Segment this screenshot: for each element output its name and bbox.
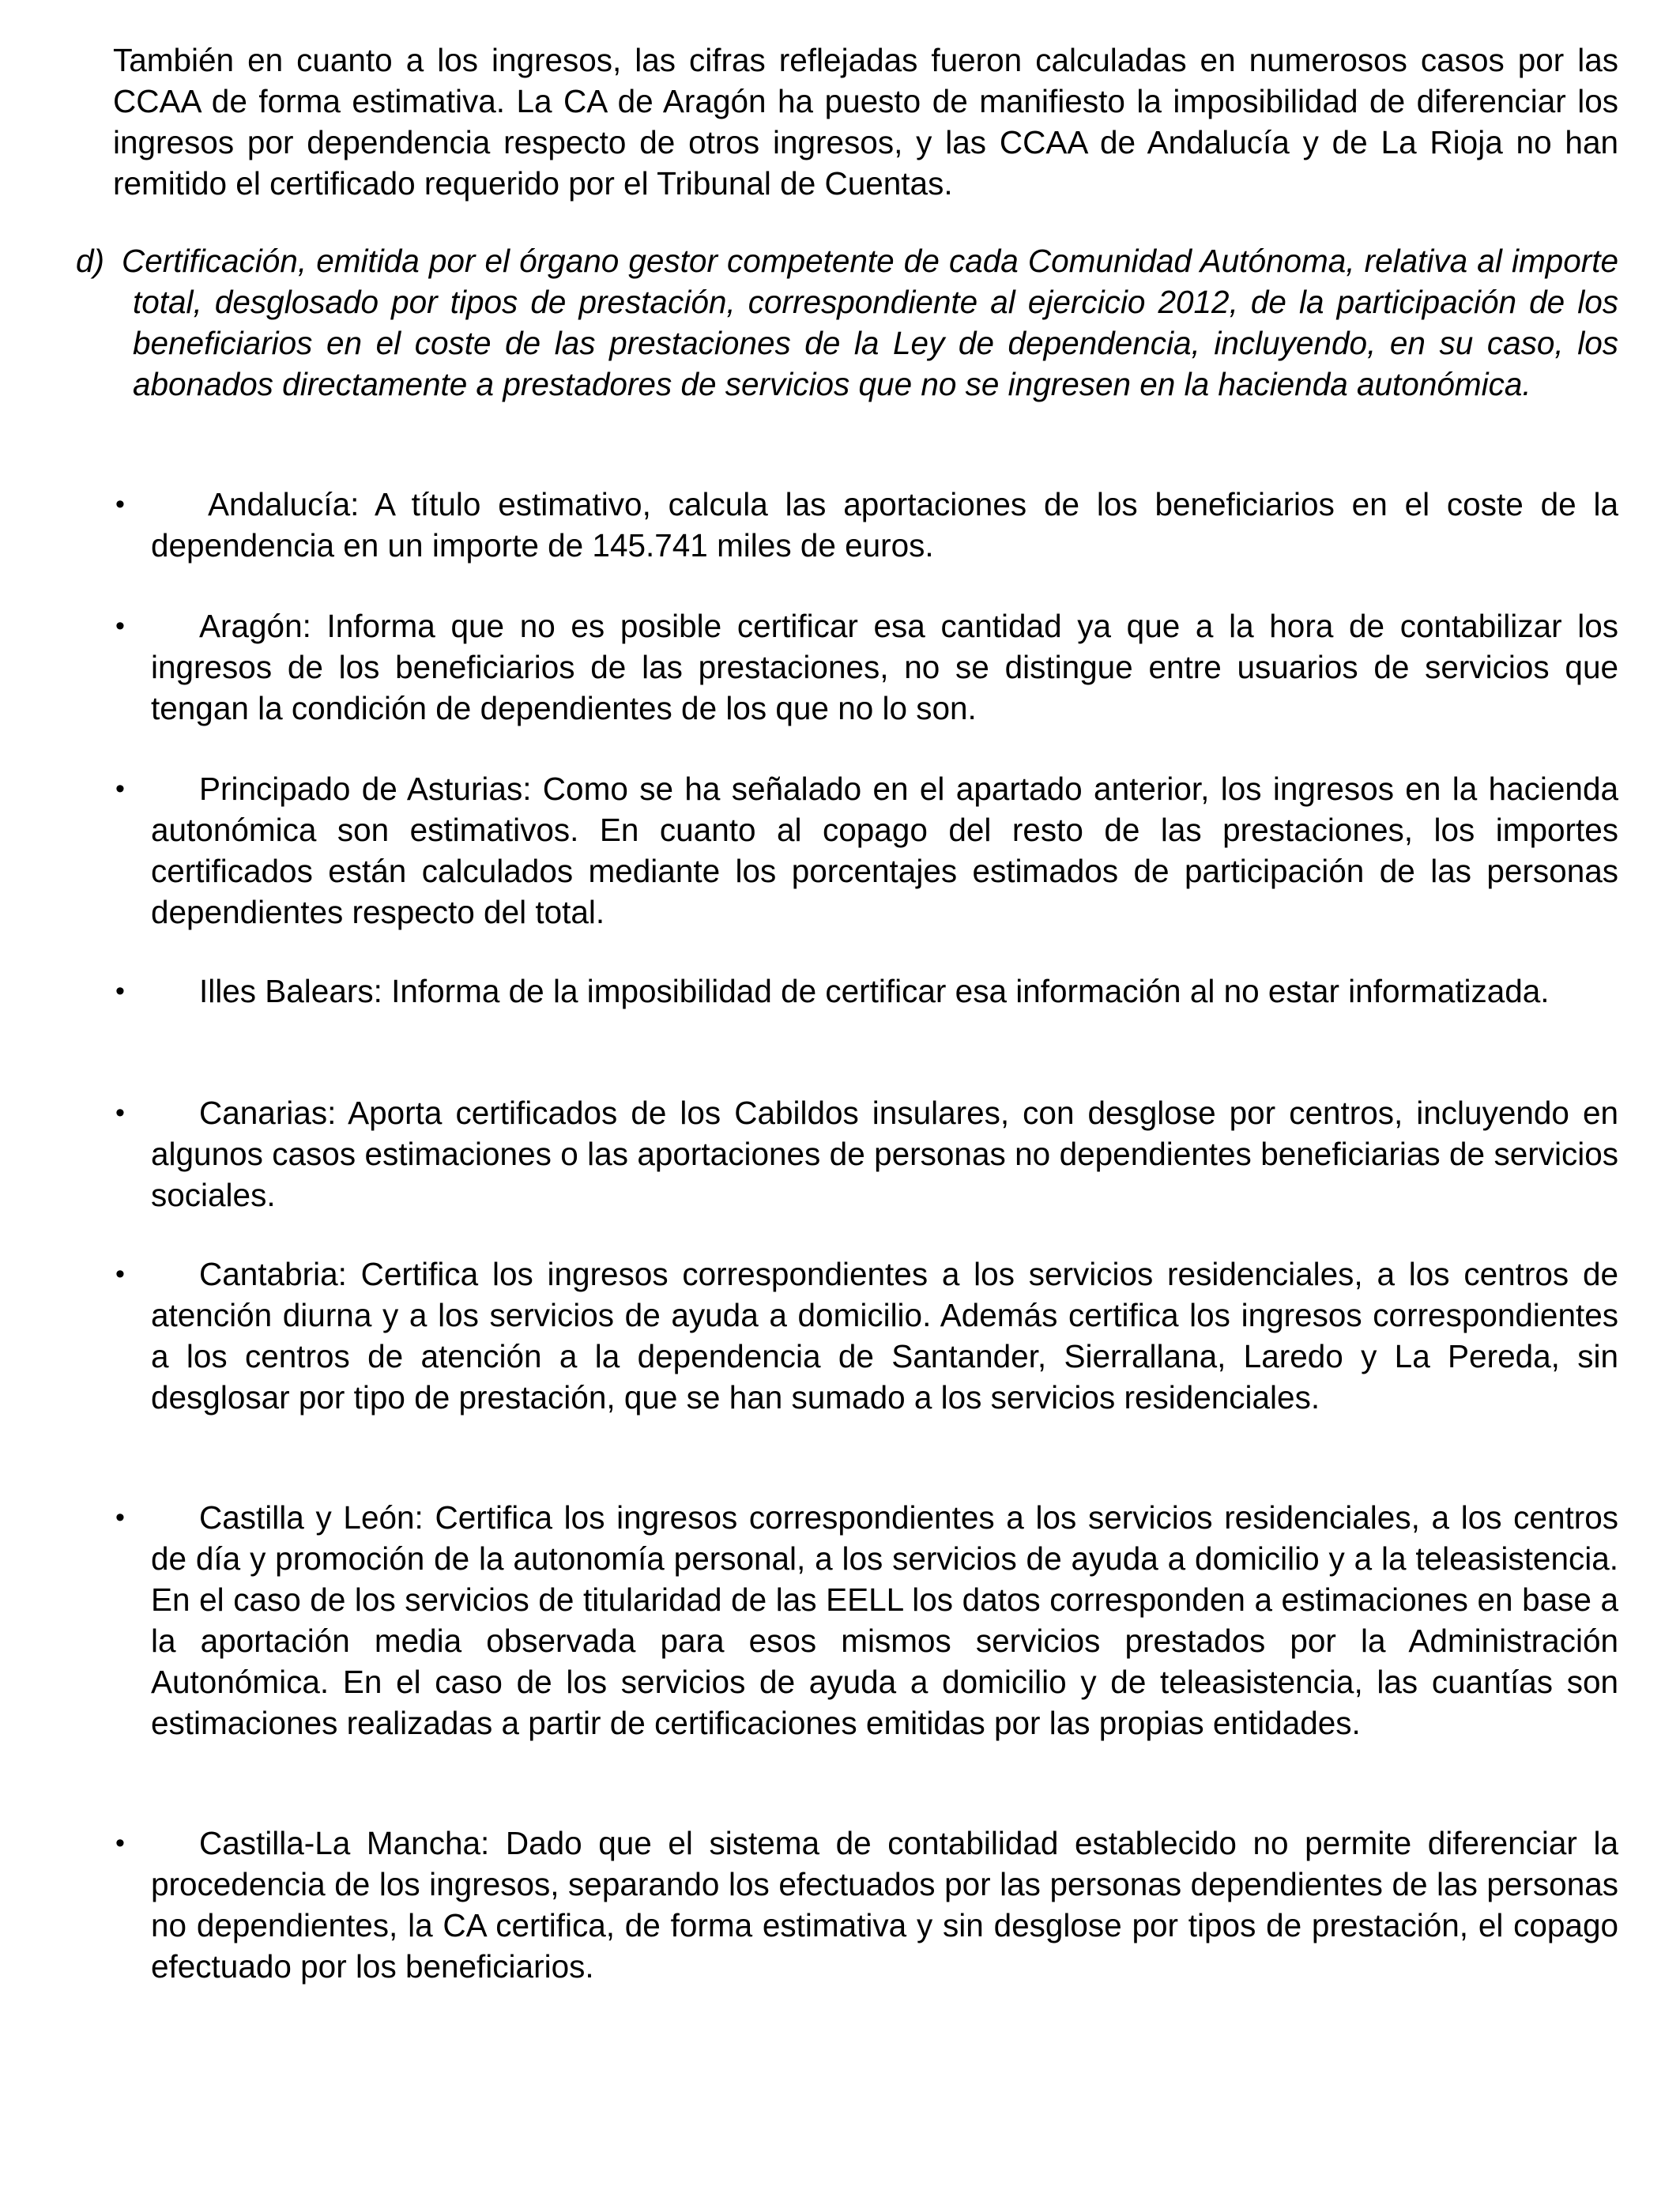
- list-item-text: Illes Balears: Informa de la imposibilidad de certificar esa información al no estar informatizada.: [199, 973, 1550, 1009]
- bullet-icon: •: [115, 611, 125, 641]
- bullet-icon: •: [115, 1828, 125, 1858]
- item-d-text: Certificación, emitida por el órgano gestor competente de cada Comunidad Autónoma, relativa al importe total, desglosado por tipos de prestación, correspondiente al ejercicio 2012, de la participación de los beneficiarios en el coste de las prestaciones de la Ley de dependencia, incluyendo, en su caso, los abonados directamente a prestadores de servicios que no se ingresen en la hacienda autonómica.: [122, 243, 1618, 402]
- list-item-canarias: [115, 1092, 1618, 1216]
- list-item-castilla-leon: [115, 1497, 1618, 1744]
- bullet-icon: •: [115, 489, 125, 519]
- bullet-icon: •: [115, 1502, 125, 1532]
- list-item-text: Principado de Asturias: Como se ha señalado en el apartado anterior, los ingresos en la hacienda autonómica son estimativos. En cuanto al copago del resto de las prestaciones, los importes certificados están calculados mediante los porcentajes estimados de participación de las personas dependientes respecto del total.: [151, 771, 1618, 930]
- list-item-text: Andalucía: A título estimativo, calcula las aportaciones de los beneficiarios en el coste de la dependencia en un importe de 145.741 miles de euros.: [151, 486, 1618, 564]
- bullet-icon: •: [115, 1259, 125, 1289]
- list-item-text: Cantabria: Certifica los ingresos correspondientes a los servicios residenciales, a los centros de atención diurna y a los servicios de ayuda a domicilio. Además certifica los ingresos correspondientes a los centros de atención a la dependencia de Santander, Sierrallana, Laredo y La Pereda, sin desglosar por tipo de prestación, que se han sumado a los servicios residenciales.: [151, 1256, 1618, 1416]
- bullet-icon: •: [115, 976, 125, 1006]
- bullet-icon: •: [115, 774, 125, 804]
- list-item-text: Castilla-La Mancha: Dado que el sistema de contabilidad establecido no permite diferenciar la procedencia de los ingresos, separando los efectuados por las personas dependientes de las personas no dependientes, la CA certifica, de forma estimativa y sin desglose por tipos de prestación, el copago efectuado por los beneficiarios.: [151, 1825, 1618, 1985]
- intro-paragraph: También en cuanto a los ingresos, las cifras reflejadas fueron calculadas en numerosos casos por las CCAA de forma estimativa. La CA de Aragón ha puesto de manifiesto la imposibilidad de diferenciar los ingresos por dependencia respecto de otros ingresos, y las CCAA de Andalucía y de La Rioja no han remitido el certificado requerido por el Tribunal de Cuentas.: [113, 42, 1618, 202]
- list-item-asturias: [115, 768, 1618, 933]
- item-d: [76, 240, 1618, 405]
- list-item-aragon: [115, 605, 1618, 729]
- list-item-castilla-la-mancha: [115, 1823, 1618, 1987]
- list-item-text: Castilla y León: Certifica los ingresos correspondientes a los servicios residenciales, a los centros de día y promoción de la autonomía personal, a los servicios de ayuda a domicilio y a la teleasistencia. En el caso de los servicios de titularidad de las EELL los datos corresponden a estimaciones en base a la aportación media observada para esos mismos servicios prestados por la Administración Autonómica. En el caso de los servicios de ayuda a domicilio y de teleasistencia, las cuantías son estimaciones realizadas a partir de certificaciones emitidas por las propias entidades.: [151, 1499, 1618, 1741]
- list-item-text: Canarias: Aporta certificados de los Cabildos insulares, con desglose por centros, incluyendo en algunos casos estimaciones o las aportaciones de personas no dependientes beneficiarias de servicios sociales.: [151, 1095, 1618, 1213]
- item-d-letter: d): [76, 243, 105, 279]
- list-item-andalucia: [115, 484, 1618, 566]
- bullet-icon: •: [115, 1098, 125, 1128]
- list-item-baleares: [115, 971, 1618, 1012]
- list-item-text: Aragón: Informa que no es posible certificar esa cantidad ya que a la hora de contabilizar los ingresos de los beneficiarios de las prestaciones, no se distingue entre usuarios de servicios que tengan la condición de dependientes de los que no lo son.: [151, 608, 1618, 726]
- list-item-cantabria: [115, 1253, 1618, 1418]
